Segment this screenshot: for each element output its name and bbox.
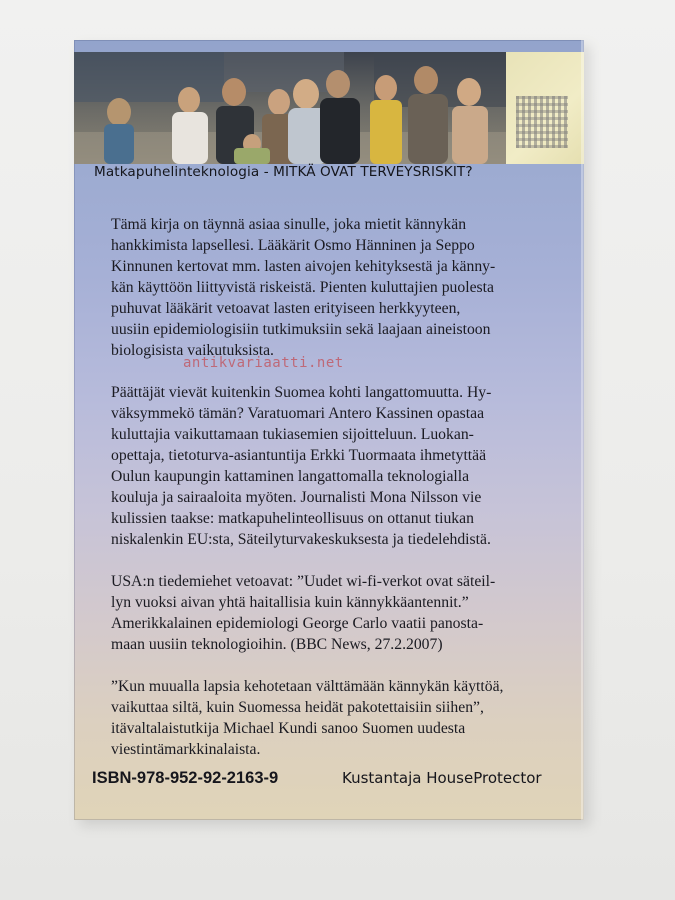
- qr-code-icon: [516, 96, 568, 148]
- blurb-line: opettaja, tietoturva-asiantuntija Erkki Tuormaata ihmetyttää: [111, 447, 487, 464]
- blurb-line: biologisista vaikutuksista.: [111, 342, 274, 359]
- book-back-cover: [74, 40, 584, 820]
- blurb-line: niskalenkin EU:sta, Säteilyturvakeskuksesta ja tiedelehdistä.: [111, 531, 491, 548]
- blurb-line: Amerikkalainen epidemiologi George Carlo vaatii panosta-: [111, 615, 484, 632]
- blurb-line: lyn vuoksi aivan yhtä haitallisia kuin kännykkäantennit.”: [111, 594, 469, 611]
- blurb-paragraph-4: [111, 676, 563, 760]
- publisher-text: Kustantaja HouseProtector: [342, 769, 542, 787]
- blurb-paragraph-2: [111, 382, 563, 550]
- isbn-text: ISBN-978-952-92-2163-9: [92, 769, 279, 787]
- blurb-line: Päättäjät vievät kuitenkin Suomea kohti langattomuutta. Hy-: [111, 384, 492, 401]
- blurb-line: USA:n tiedemiehet vetoavat: ”Uudet wi-fi-verkot ovat säteil-: [111, 573, 496, 590]
- blurb-line: itävaltalaistutkija Michael Kundi sanoo Suomen uudesta: [111, 720, 466, 737]
- blurb-line: kouluja ja sairaaloita myöten. Journalisti Mona Nilsson vie: [111, 489, 482, 506]
- cover-edge: [581, 40, 584, 820]
- blurb-line: Kinnunen kertovat mm. lasten aivojen kehityksestä ja känny-: [111, 258, 496, 275]
- blurb-line: väksymmekö tämän? Varatuomari Antero Kassinen opastaa: [111, 405, 485, 422]
- blurb-line: kuluttajia vaikuttamaan tukiasemien sijoitteluun. Luokan-: [111, 426, 474, 443]
- blurb-line: Oulun kaupungin kattaminen langattomalla teknologialla: [111, 468, 470, 485]
- blurb-paragraph-1: [111, 214, 563, 361]
- blurb-line: ”Kun muualla lapsia kehotetaan välttämään kännykän käyttöä,: [111, 678, 504, 695]
- cover-heading: Matkapuhelinteknologia - MITKÄ OVAT TERVEYSRISKIT?: [94, 164, 473, 180]
- blurb-line: kän käyttöön liittyvistä riskeistä. Pienten kuluttajien puolesta: [111, 279, 494, 296]
- blurb-line: puhuvat lääkärit vetoavat lasten erityiseen herkkyyteen,: [111, 300, 461, 317]
- blurb-line: uusiin epidemiologisiin tutkimuksiin sekä laajaan aineistoon: [111, 321, 491, 338]
- watermark-text: antikvariaatti.net: [183, 355, 344, 371]
- blurb-line: kulissien taakse: matkapuhelinteollisuus on ottanut tiukan: [111, 510, 474, 527]
- blurb-line: vaikuttaa siltä, kuin Suomessa heidät pakotettaisiin siihen”,: [111, 699, 484, 716]
- blurb-line: maan uusiin teknologioihin. (BBC News, 27.2.2007): [111, 636, 443, 653]
- blurb-line: Tämä kirja on täynnä asiaa sinulle, joka mietit kännykän: [111, 216, 467, 233]
- blurb-line: hankkimista lapsellesi. Lääkärit Osmo Hänninen ja Seppo: [111, 237, 475, 254]
- cover-photo-crowd: [74, 52, 584, 164]
- price-sticker: [506, 52, 584, 164]
- blurb-line: viestintämarkkinalaista.: [111, 741, 261, 758]
- blurb-paragraph-3: [111, 571, 563, 655]
- blurb-text: [111, 214, 563, 781]
